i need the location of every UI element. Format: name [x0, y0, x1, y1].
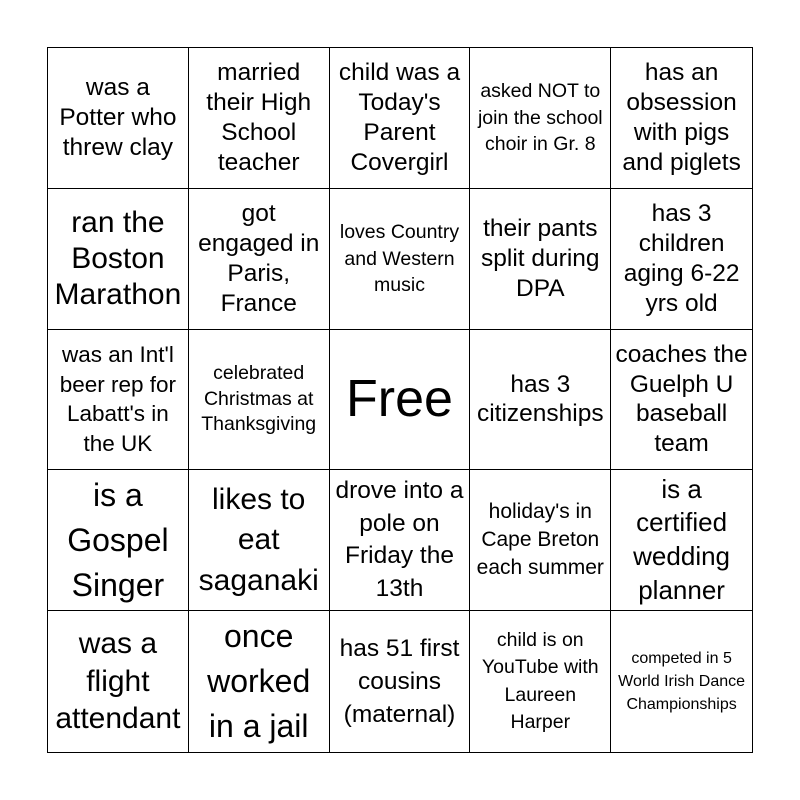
- bingo-cell[interactable]: [470, 48, 611, 189]
- cell-text: is a Gospel Singer: [67, 477, 169, 603]
- cell-text: once worked in a jail: [207, 618, 311, 744]
- bingo-cell[interactable]: [611, 189, 752, 330]
- bingo-cell[interactable]: [611, 48, 752, 189]
- bingo-cell[interactable]: [470, 470, 611, 611]
- bingo-cell[interactable]: [189, 470, 330, 611]
- bingo-cell[interactable]: [48, 189, 189, 330]
- cell-text: drove into a pole on Friday the 13th: [335, 477, 464, 602]
- bingo-cell[interactable]: [189, 48, 330, 189]
- bingo-cell[interactable]: [470, 330, 611, 471]
- cell-text: is a certified wedding planner: [633, 473, 731, 606]
- cell-text: was an Int'l beer rep for Labatt's in the UK: [59, 341, 177, 457]
- bingo-cell[interactable]: [48, 330, 189, 471]
- cell-text: has 51 first cousins (maternal): [339, 635, 460, 729]
- bingo-cell[interactable]: [611, 611, 752, 752]
- bingo-cell[interactable]: [48, 48, 189, 189]
- bingo-cell[interactable]: [611, 330, 752, 471]
- bingo-cell[interactable]: [330, 470, 471, 611]
- cell-text: has 3 citizenships: [476, 370, 604, 428]
- cell-text: child was a Today's Parent Covergirl: [338, 59, 461, 176]
- bingo-board: [47, 47, 753, 753]
- cell-text: competed in 5 World Irish Dance Championships: [618, 649, 746, 714]
- cell-text: loves Country and Western music: [339, 221, 460, 296]
- cell-text: was a flight attendant: [55, 627, 181, 736]
- bingo-cell[interactable]: [330, 611, 471, 752]
- cell-text: got engaged in Paris, France: [198, 199, 320, 317]
- bingo-cell[interactable]: [330, 189, 471, 330]
- bingo-cell[interactable]: [48, 470, 189, 611]
- cell-text: coaches the Guelph U baseball team: [615, 340, 748, 458]
- cell-text: has an obsession with pigs and piglets: [622, 59, 741, 176]
- cell-text: has 3 children aging 6-22 yrs old: [623, 199, 740, 317]
- cell-text: married their High School teacher: [206, 59, 312, 176]
- free-space[interactable]: [330, 330, 471, 471]
- cell-text: celebrated Christmas at Thanksgiving: [201, 362, 317, 436]
- cell-text: child is on YouTube with Laureen Harper: [481, 629, 599, 733]
- bingo-cell[interactable]: [48, 611, 189, 752]
- bingo-cell[interactable]: [189, 611, 330, 752]
- cell-text: likes to eat saganaki: [198, 482, 319, 597]
- cell-text: Free: [346, 370, 453, 429]
- cell-text: asked NOT to join the school choir in Gr. 8: [477, 80, 603, 156]
- bingo-cell[interactable]: [330, 48, 471, 189]
- cell-text: holiday's in Cape Breton each summer: [476, 499, 604, 580]
- cell-text: their pants split during DPA: [481, 214, 600, 302]
- cell-text: ran the Boston Marathon: [54, 205, 182, 311]
- cell-text: was a Potter who threw clay: [59, 74, 177, 161]
- bingo-cell[interactable]: [470, 611, 611, 752]
- bingo-cell[interactable]: [611, 470, 752, 611]
- bingo-cell[interactable]: [189, 189, 330, 330]
- bingo-cell[interactable]: [189, 330, 330, 471]
- bingo-cell[interactable]: [470, 189, 611, 330]
